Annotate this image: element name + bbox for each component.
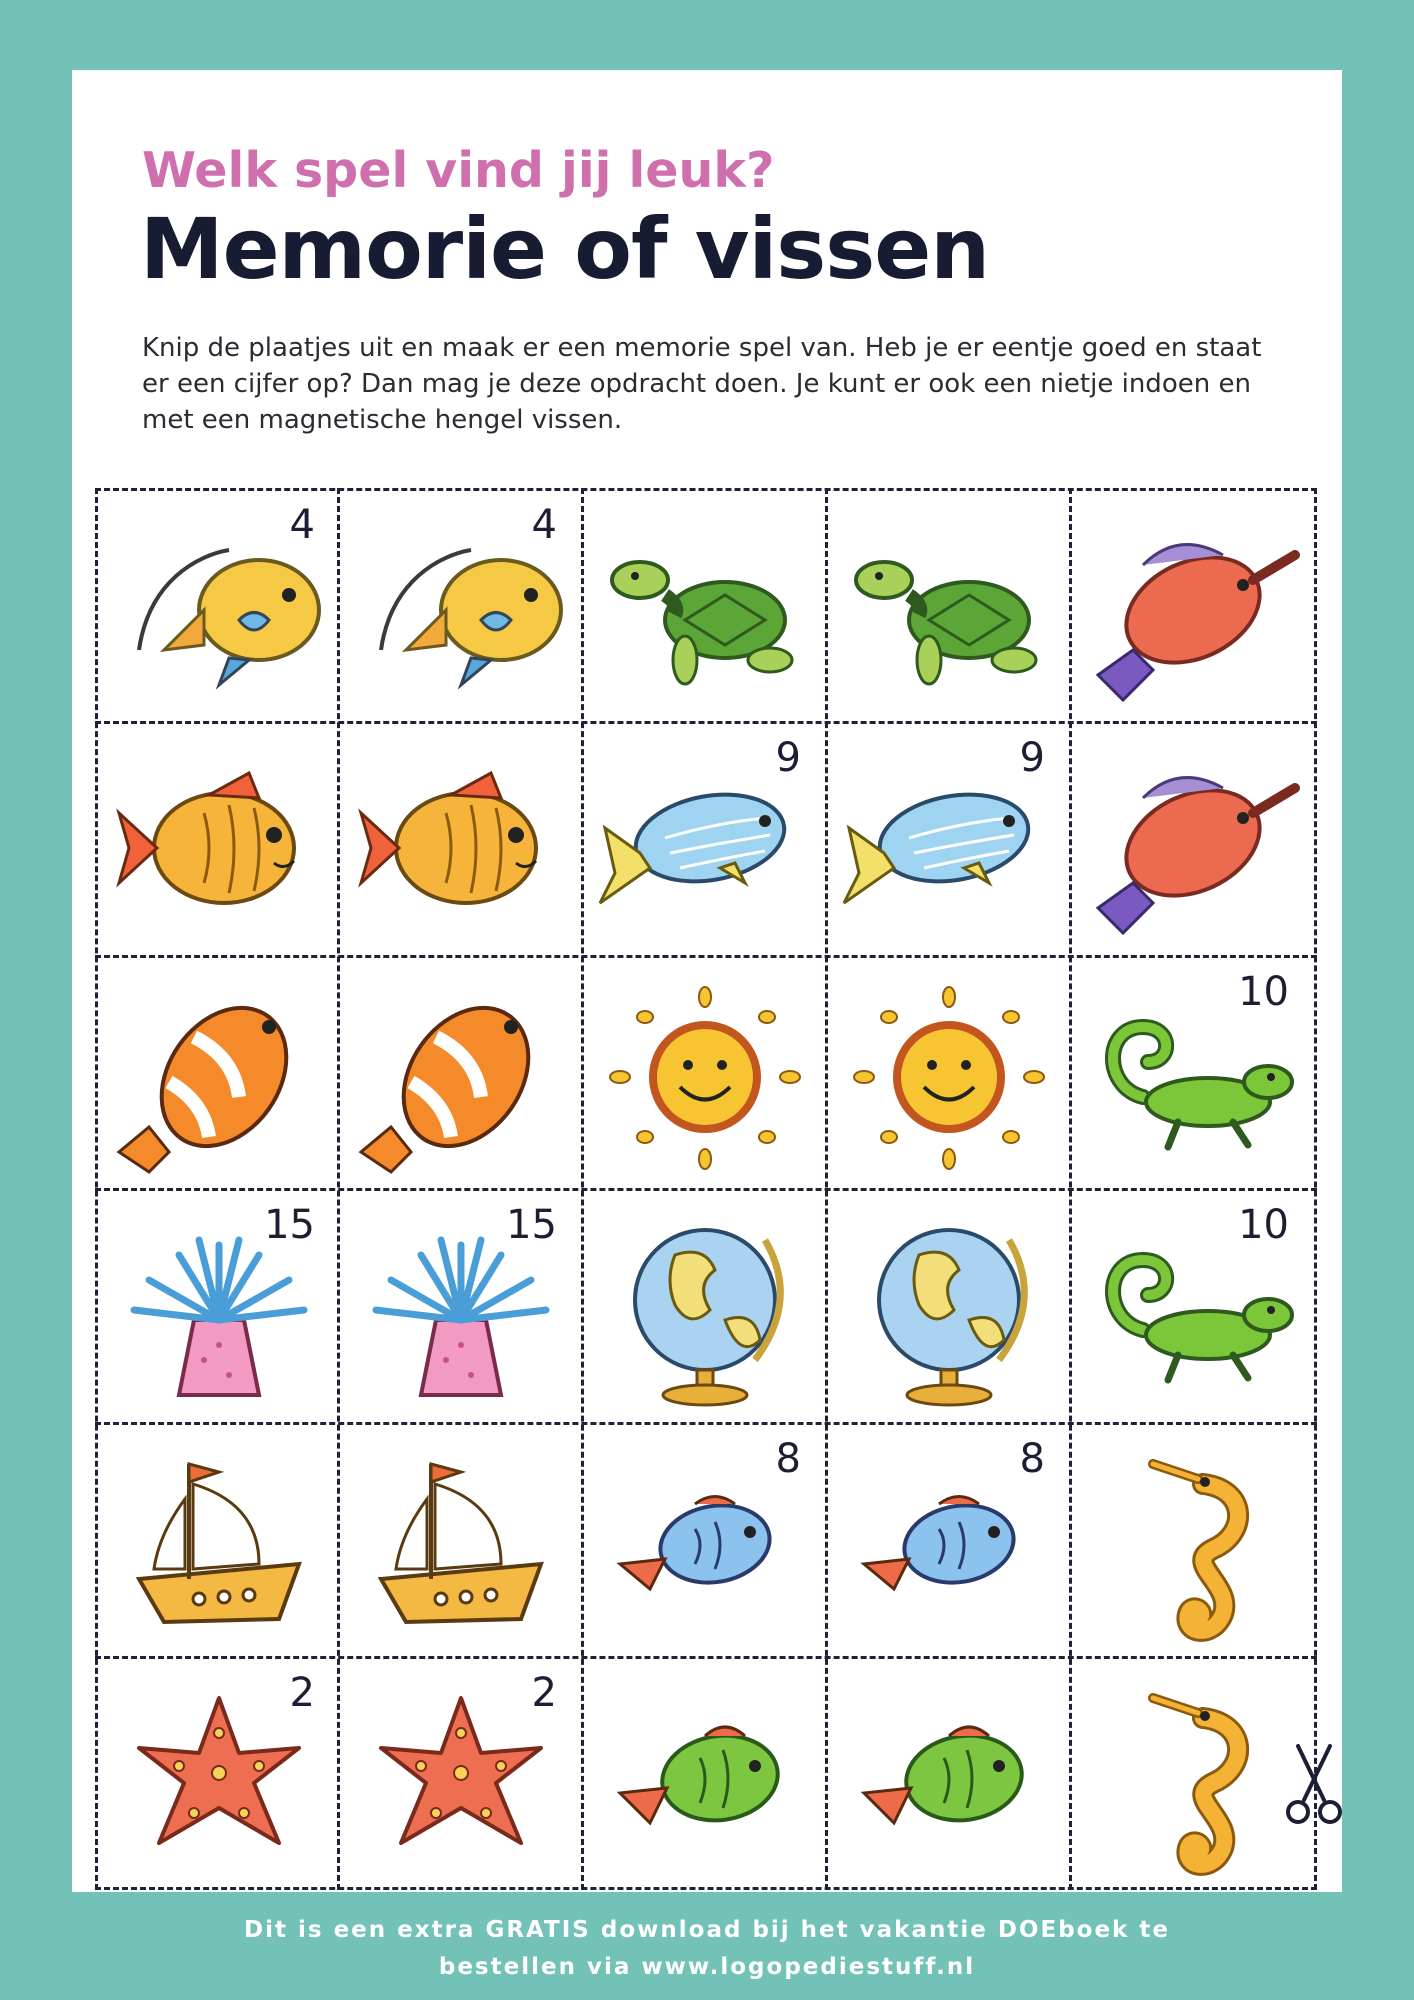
card-number: 10 bbox=[1238, 1202, 1289, 1248]
seahorse-icon bbox=[1083, 1444, 1303, 1644]
turtle-icon bbox=[839, 510, 1059, 710]
turtle-icon bbox=[595, 510, 815, 710]
memory-card bbox=[1071, 1424, 1315, 1657]
memory-card bbox=[97, 957, 341, 1190]
card-number: 8 bbox=[1019, 1436, 1045, 1482]
card-number: 2 bbox=[531, 1670, 557, 1716]
card-number: 9 bbox=[1019, 735, 1045, 781]
memory-card bbox=[339, 1424, 583, 1657]
memory-card bbox=[583, 1658, 827, 1891]
orange-fish-icon bbox=[351, 743, 571, 943]
card-number: 15 bbox=[506, 1202, 557, 1248]
sun-icon bbox=[595, 977, 815, 1177]
memory-card bbox=[583, 490, 827, 723]
memory-card bbox=[339, 1190, 583, 1423]
seahorse-icon bbox=[1083, 1678, 1303, 1878]
memory-card bbox=[583, 723, 827, 956]
footer-line-2: bestellen via www.logopediestuff.nl bbox=[438, 1954, 976, 1980]
green-fish-icon bbox=[595, 1678, 815, 1878]
green-fish-icon bbox=[839, 1678, 1059, 1878]
red-fish-icon bbox=[1083, 743, 1303, 943]
card-number: 9 bbox=[775, 735, 801, 781]
memory-card bbox=[97, 490, 341, 723]
memory-card bbox=[827, 1424, 1071, 1657]
memory-card bbox=[339, 957, 583, 1190]
memory-card bbox=[1071, 490, 1315, 723]
instructions-text: Knip de plaatjes uit en maak er een memorie spel van. Heb je er eentje goed en staat er een cijfer op? Dan mag je deze opdracht doen. Je kunt er ook een nietje indoen en met een magnetische hengel vissen. bbox=[142, 333, 1262, 435]
globe-icon bbox=[839, 1210, 1059, 1410]
memory-card bbox=[97, 1424, 341, 1657]
memory-card bbox=[827, 1658, 1071, 1891]
memory-card bbox=[1071, 1190, 1315, 1423]
sun-icon bbox=[839, 977, 1059, 1177]
memory-card bbox=[583, 1190, 827, 1423]
page-subtitle: Welk spel vind jij leuk? bbox=[142, 142, 775, 199]
memory-card bbox=[827, 723, 1071, 956]
card-number: 2 bbox=[289, 1670, 315, 1716]
clownfish-icon bbox=[109, 977, 329, 1177]
orange-fish-icon bbox=[109, 743, 329, 943]
red-fish-icon bbox=[1083, 510, 1303, 710]
sailboat-icon bbox=[109, 1444, 329, 1644]
memory-card bbox=[339, 490, 583, 723]
memory-card bbox=[827, 490, 1071, 723]
memory-card bbox=[583, 1424, 827, 1657]
globe-icon bbox=[595, 1210, 815, 1410]
memory-card bbox=[827, 957, 1071, 1190]
card-number: 4 bbox=[531, 502, 557, 548]
memory-card bbox=[339, 723, 583, 956]
clownfish-icon bbox=[351, 977, 571, 1177]
memory-card bbox=[583, 957, 827, 1190]
page-title: Memorie of vissen bbox=[140, 200, 990, 298]
memory-card bbox=[827, 1190, 1071, 1423]
card-number: 10 bbox=[1238, 969, 1289, 1015]
memory-card bbox=[97, 1658, 341, 1891]
memory-card bbox=[1071, 957, 1315, 1190]
scissors-icon bbox=[1283, 1742, 1345, 1828]
footer-line-1: Dit is een extra GRATIS download bij het vakantie DOEboek te bbox=[244, 1917, 1170, 1943]
memory-card bbox=[97, 723, 341, 956]
memory-card bbox=[1071, 1658, 1315, 1891]
memory-card bbox=[1071, 723, 1315, 956]
memory-card bbox=[97, 1190, 341, 1423]
sailboat-icon bbox=[351, 1444, 571, 1644]
card-number: 8 bbox=[775, 1436, 801, 1482]
card-number: 4 bbox=[289, 502, 315, 548]
memory-card bbox=[339, 1658, 583, 1891]
footer-note bbox=[0, 1912, 1414, 1986]
card-number: 15 bbox=[264, 1202, 315, 1248]
